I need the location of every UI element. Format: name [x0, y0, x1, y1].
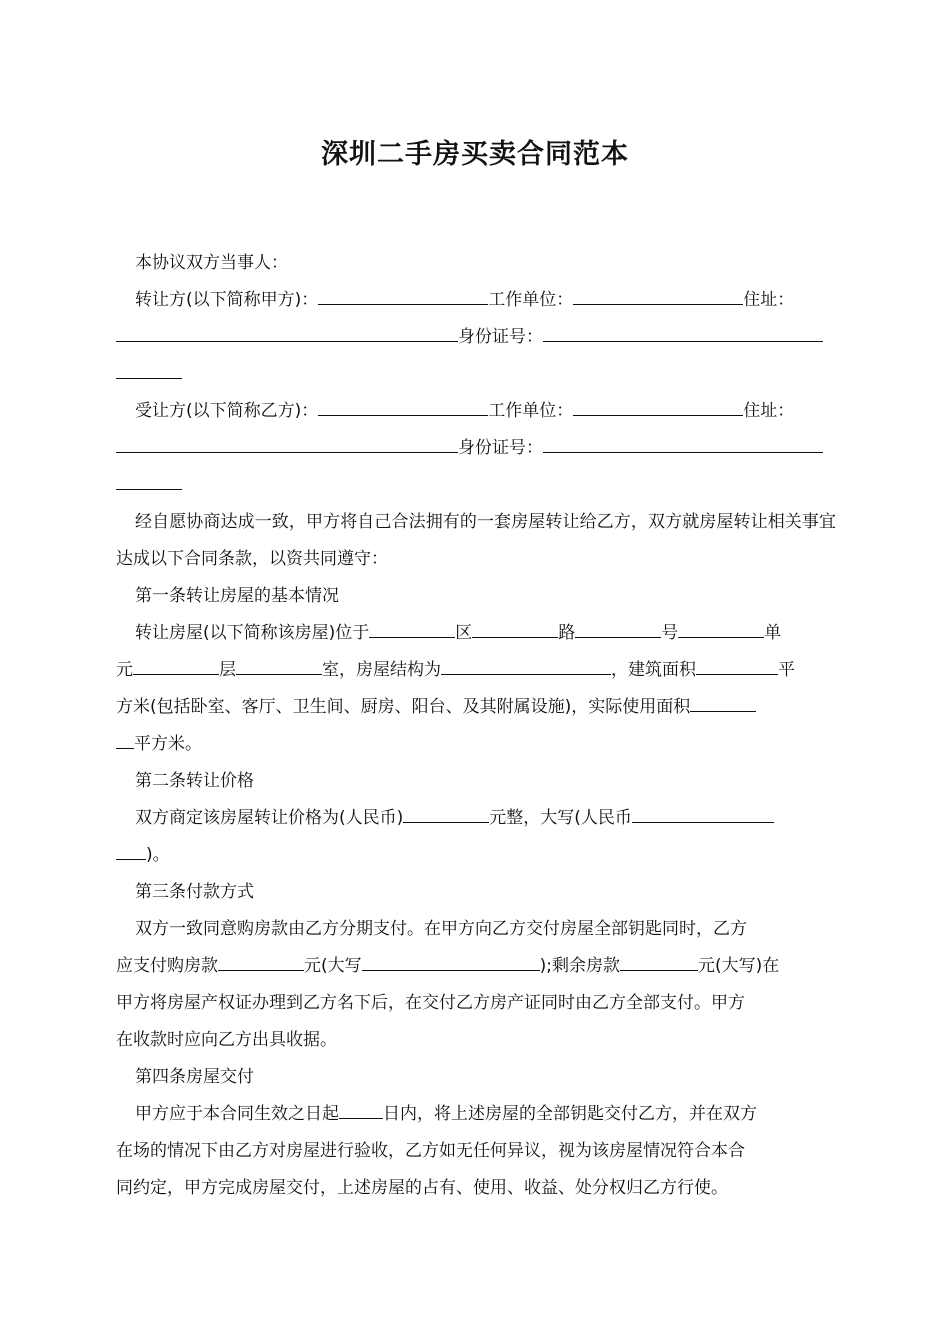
room-blank [236, 659, 322, 675]
document-title: 深圳二手房买卖合同范本 [321, 139, 629, 170]
remaining-label: );剩余房款 [539, 956, 621, 976]
contract-body [116, 245, 836, 1207]
price-close: )。 [146, 845, 170, 865]
article1-line-1 [116, 615, 836, 652]
unit-blank [678, 622, 764, 638]
article2-line-2 [116, 837, 836, 874]
article4-line-1 [116, 1096, 836, 1133]
party-a-address-label: 住址： [743, 290, 795, 310]
party-b-line-1 [116, 393, 836, 430]
article2-heading: 第二条转让价格 [135, 771, 254, 791]
article3-line-1: 双方一致同意购房款由乙方分期支付。在甲方向乙方交付房屋全部钥匙同时，乙方 [135, 919, 747, 939]
unit-label-part1: 单 [764, 623, 782, 643]
party-b-work-label: 工作单位： [488, 401, 574, 421]
floor-label: 层 [219, 660, 236, 680]
article1-line-4 [116, 726, 836, 763]
party-b-line-3 [116, 467, 836, 504]
building-area-label: ，建筑面积 [611, 660, 696, 680]
down-payment-label: 应支付购房款 [116, 956, 218, 976]
article2-line-1 [116, 800, 836, 837]
article3-heading: 第三条付款方式 [135, 882, 254, 902]
party-a-address-blank [116, 326, 458, 342]
district-blank [369, 622, 455, 638]
sqm-label-part1: 平 [778, 660, 795, 680]
down-payment-blank [218, 955, 304, 971]
remaining-capital-label: 元(大写)在 [698, 956, 780, 976]
number-label: 号 [661, 623, 679, 643]
party-b-line-2 [116, 430, 836, 467]
party-a-name-blank [318, 289, 488, 305]
number-blank [575, 622, 661, 638]
unit-label-part2: 元 [116, 660, 133, 680]
party-a-id-blank [543, 326, 823, 342]
article4-heading: 第四条房屋交付 [135, 1067, 254, 1087]
party-a-line-1 [116, 282, 836, 319]
party-b-id-label: 身份证号： [458, 438, 543, 458]
usable-area-blank [690, 696, 756, 712]
preamble-paragraph: 经自愿协商达成一致，甲方将自己合法拥有的一套房屋转让给乙方，双方就房屋转让相关事宜达成以下合同条款，以资共同遵守： [116, 512, 836, 569]
article4-line-3: 同约定，甲方完成房屋交付，上述房屋的占有、使用、收益、处分权归乙方行使。 [116, 1178, 728, 1198]
party-a-label: 转让方(以下简称甲方)： [135, 290, 319, 310]
article1-text-location: 转让房屋(以下简称该房屋)位于 [135, 623, 370, 643]
road-blank [472, 622, 558, 638]
party-b-address-blank [116, 437, 458, 453]
delivery-days-blank [339, 1103, 383, 1119]
party-b-id-blank-cont [116, 474, 182, 490]
delivery-text: 日内，将上述房屋的全部钥匙交付乙方，并在双方 [383, 1104, 757, 1124]
article3-line-3: 甲方将房屋产权证办理到乙方名下后，在交付乙方房产证同时由乙方全部支付。甲方 [116, 993, 745, 1013]
party-a-id-blank-cont [116, 363, 182, 379]
price-capital-blank-cont [116, 844, 146, 860]
structure-blank [441, 659, 611, 675]
article3-line-4: 在收款时应向乙方出具收据。 [116, 1030, 337, 1050]
party-b-address-label: 住址： [743, 401, 795, 421]
article4-line-2: 在场的情况下由乙方对房屋进行验收，乙方如无任何异议，视为该房屋情况符合本合 [116, 1141, 745, 1161]
party-a-line-2 [116, 319, 836, 356]
article1-line-3 [116, 689, 836, 726]
price-capital-blank [632, 807, 774, 823]
party-b-name-blank [318, 400, 488, 416]
price-capital-label: 元整，大写(人民币 [489, 808, 632, 828]
usable-area-label: 方米(包括卧室、客厅、卫生间、厨房、阳台、及其附属设施)，实际使用面积 [116, 697, 691, 717]
article1-line-2 [116, 652, 836, 689]
floor-blank [133, 659, 219, 675]
price-blank [403, 807, 489, 823]
delivery-days-label: 甲方应于本合同生效之日起 [135, 1104, 339, 1124]
party-b-label: 受让方(以下简称乙方)： [135, 401, 319, 421]
parties-intro: 本协议双方当事人： [135, 253, 288, 273]
down-payment-capital-blank [362, 955, 540, 971]
building-area-blank [696, 659, 778, 675]
down-payment-capital-label: 元(大写 [304, 956, 362, 976]
article3-line-2 [116, 948, 836, 985]
party-b-id-blank [543, 437, 823, 453]
road-label: 路 [558, 623, 576, 643]
party-a-line-3 [116, 356, 836, 393]
party-b-work-blank [573, 400, 743, 416]
article1-heading: 第一条转让房屋的基本情况 [135, 586, 339, 606]
sqm-label-end: 平方米。 [134, 734, 202, 754]
price-label: 双方商定该房屋转让价格为(人民币) [135, 808, 404, 828]
district-label: 区 [455, 623, 473, 643]
usable-area-blank-cont [116, 733, 134, 749]
remaining-blank [620, 955, 698, 971]
party-a-work-blank [573, 289, 743, 305]
party-a-work-label: 工作单位： [488, 290, 574, 310]
structure-label: 室，房屋结构为 [322, 660, 441, 680]
party-a-id-label: 身份证号： [458, 327, 543, 347]
